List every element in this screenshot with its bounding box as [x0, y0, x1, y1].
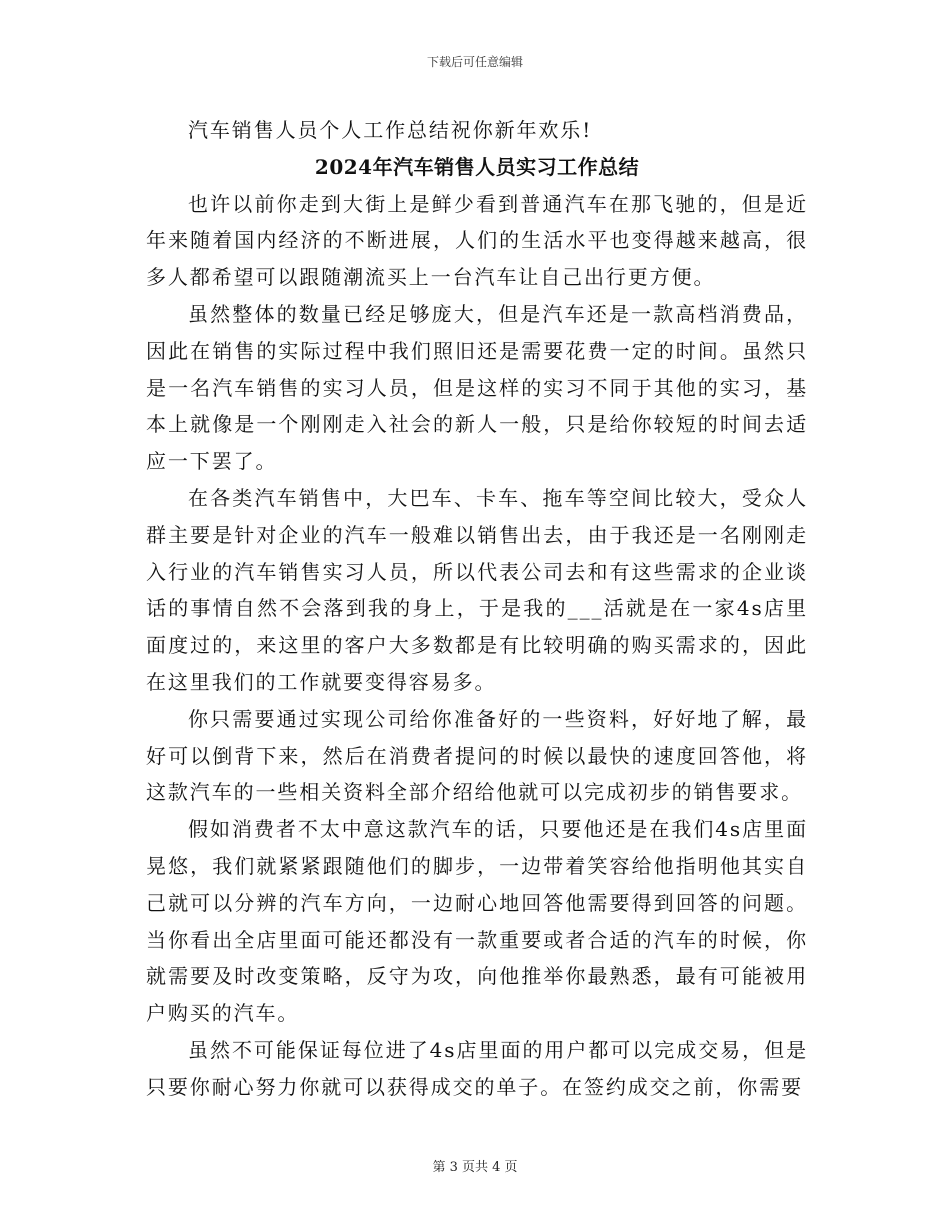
paragraph: 虽然整体的数量已经足够庞大，但是汽车还是一款高档消费品，因此在销售的实际过程中我们照旧还是需要花费一定的时间。虽然只是一名汽车销售的实习人员，但是这样的实习不同于其他的实习，基本上就像是一个刚刚走入社会的新人一般，只是给你较短的时间去适应一下罢了。 [146, 301, 808, 474]
page-header: 下载后可任意编辑 [426, 55, 523, 69]
intro-line: 汽车销售人员个人工作总结祝你新年欢乐! [188, 118, 593, 142]
document-body [146, 112, 808, 1106]
paragraph: 虽然不可能保证每位进了4s店里面的用户都可以完成交易，但是只要你耐心努力你就可以获得成交的单子。在签约成交之前，你需要 [146, 1037, 808, 1099]
paragraph: 假如消费者不太中意这款汽车的话，只要他还是在我们4s店里面晃悠，我们就紧紧跟随他们的脚步，一边带着笑容给他指明他其实自己就可以分辨的汽车方向，一边耐心地回答他需要得到回答的问题。当你看出全店里面可能还都没有一款重要或者合适的汽车的时候，你就需要及时改变策略，反守为攻，向他推举你最熟悉，最有可能被用户购买的汽车。 [146, 817, 808, 1026]
paragraph: 在各类汽车销售中，大巴车、卡车、拖车等空间比较大，受众人群主要是针对企业的汽车一般难以销售出去，由于我还是一名刚刚走入行业的汽车销售实习人员，所以代表公司去和有这些需求的企业谈话的事情自然不会落到我的身上，于是我的___活就是在一家4s店里面度过的，来这里的客户大多数都是有比较明确的购买需求的，因此在这里我们的工作就要变得容易多。 [146, 485, 808, 694]
paragraph: 你只需要通过实现公司给你准备好的一些资料，好好地了解，最好可以倒背下来，然后在消费者提问的时候以最快的速度回答他，将这款汽车的一些相关资料全部介绍给他就可以完成初步的销售要求。 [146, 706, 808, 805]
document-title: 2024年汽车销售人员实习工作总结 [314, 154, 640, 179]
paragraph: 也许以前你走到大街上是鲜少看到普通汽车在那飞驰的，但是近年来随着国内经济的不断进展，人们的生活水平也变得越来越高，很多人都希望可以跟随潮流买上一台汽车让自己出行更方便。 [146, 191, 808, 290]
page-number: 第 3 页共 4 页 [432, 1160, 518, 1175]
